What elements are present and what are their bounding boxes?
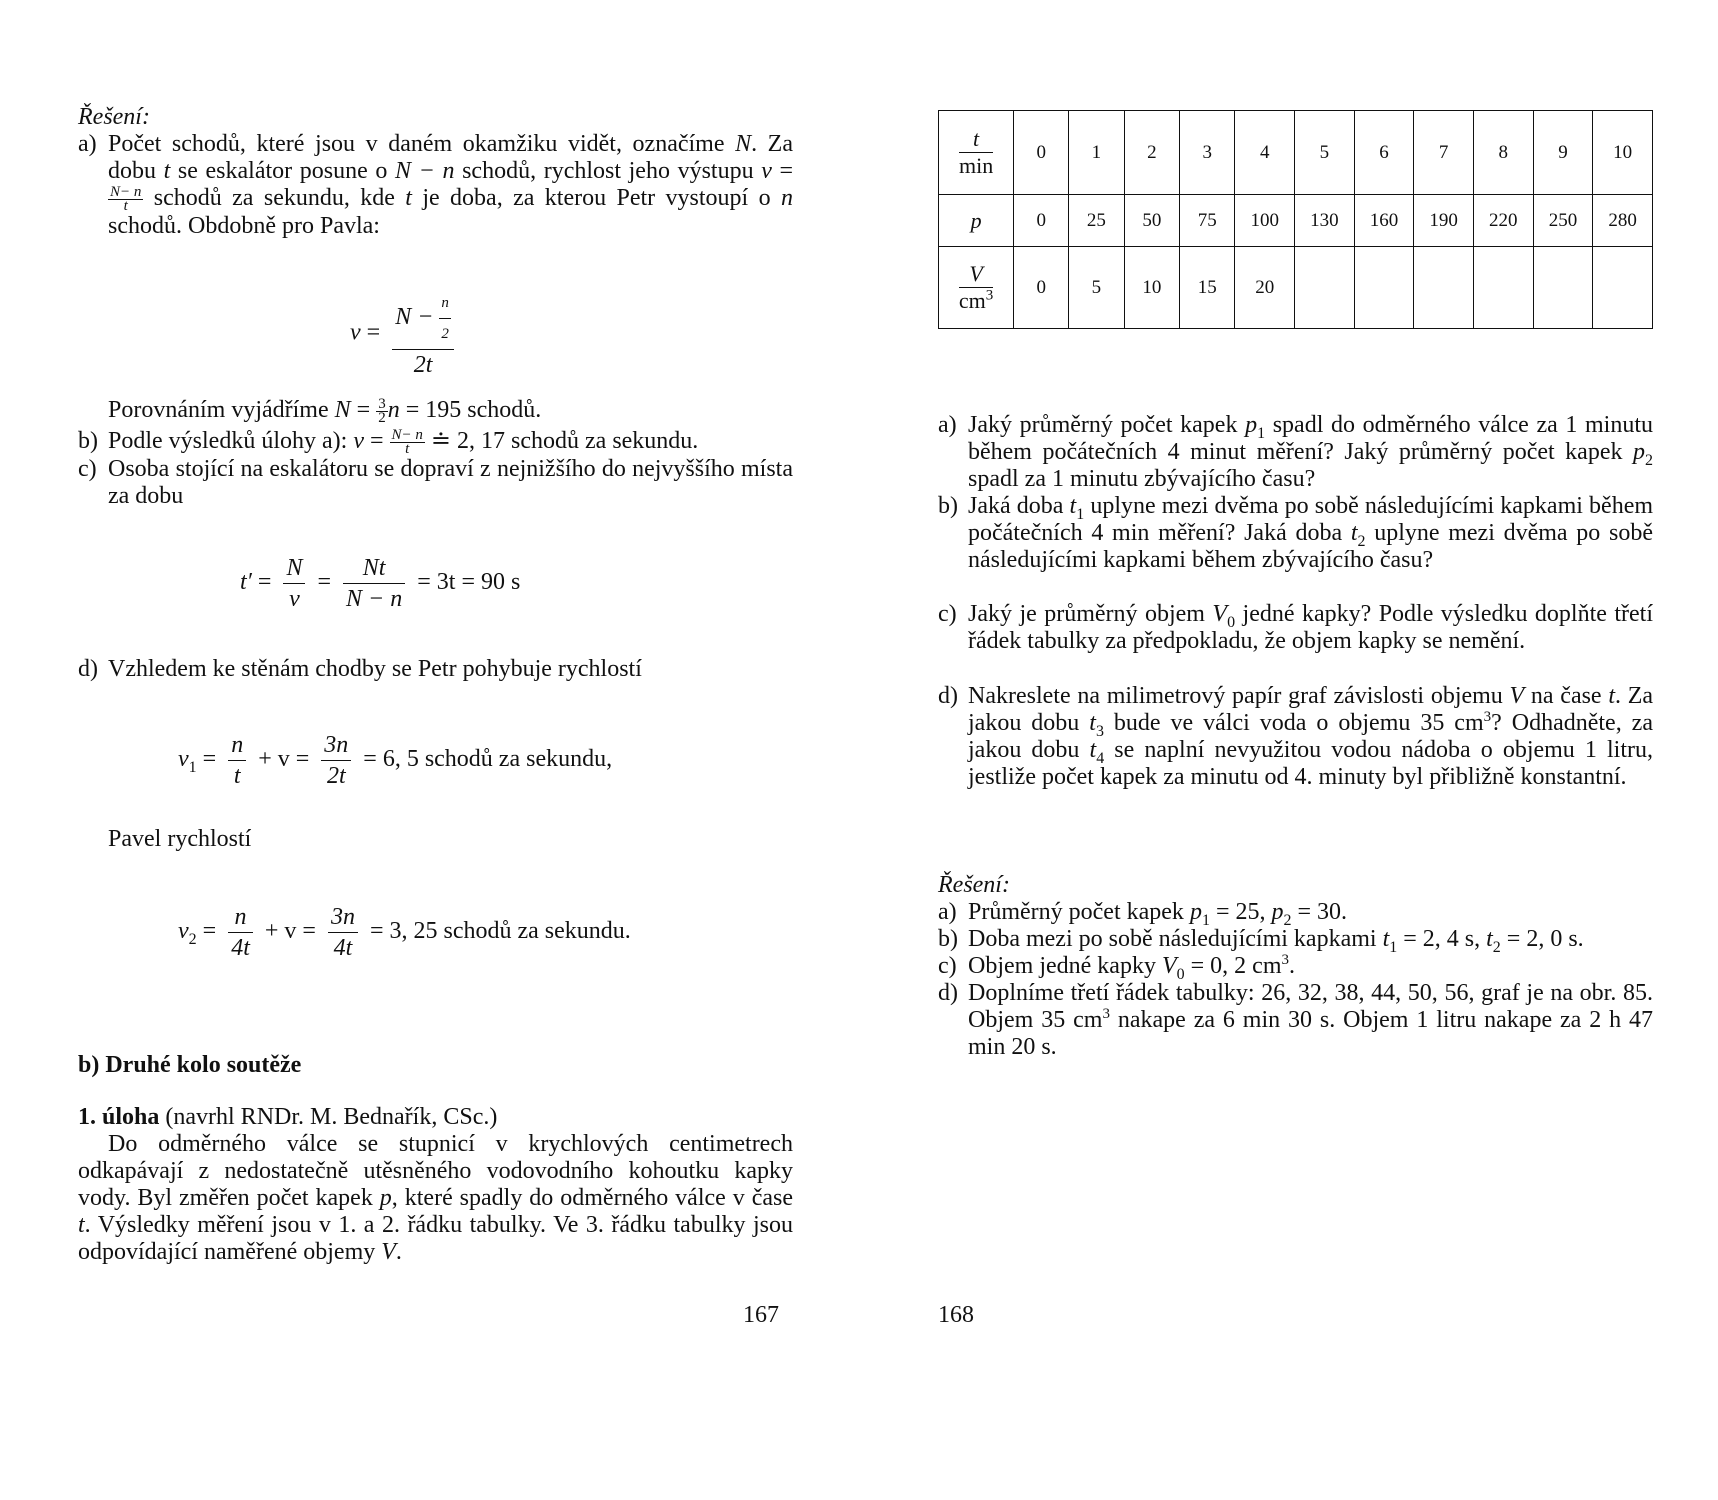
item-text: Počet schodů, které jsou v daném okamžiku vidět, označíme N. Za dobu t se eskalátor posune o N − n schodů, rychlost jeho výstupu v = $\frac{N- n}{t}$ schodů za sekundu, kde t je doba, za kterou Petr vystoupí o n schodů. Obdobně pro Pavla: xyxy=(108,131,794,239)
item-label: a) xyxy=(938,899,957,925)
table-cell: 130 xyxy=(1295,195,1355,247)
item-text: Jaká doba $t_1$ uplyne mezi dvěma po sobě následujícími kapkami během počátečních 4 min měření? Jaká doba $t_2$ uplyne mezi dvěma po sobě následujícími kapkami během zbývajícího času? xyxy=(968,493,1654,573)
table-cell: 0 xyxy=(1014,111,1069,195)
question-item-c xyxy=(938,601,1653,655)
inline-fraction: $\frac{N- n}{t}$ xyxy=(110,183,142,214)
section-heading: b) Druhé kolo soutěže xyxy=(78,1052,302,1078)
item-text: Jaký je průměrný objem $V_0$ jedné kapky? Podle výsledku doplňte třetí řádek tabulky za předpokladu, že objem kapky se nemění. xyxy=(968,601,1654,654)
equation-pavel-speed-2: $v_2$ = $\frac{n}{4t}$ + v = $\frac{3n}{4t}$ = 3, 25 schodů za sekundu. xyxy=(178,904,631,961)
table-header-cell: $\frac{t}{\min}$ xyxy=(939,111,1014,195)
item-text: Průměrný počet kapek $p_1 = 25$, $p_2 = 30$. xyxy=(968,899,1348,929)
table-cell: 2 xyxy=(1124,111,1179,195)
table-cell: 160 xyxy=(1354,195,1414,247)
table-cell: 190 xyxy=(1414,195,1474,247)
inline-fraction: $\frac{N- n}{t}$ xyxy=(391,426,423,457)
table-cell: 75 xyxy=(1180,195,1235,247)
solution-item-b xyxy=(938,926,1653,956)
question-item-d xyxy=(938,683,1653,791)
table-header-cell: p xyxy=(939,195,1014,247)
item-text: Jaký průměrný počet kapek $p_1$ spadl do odměrného válce za 1 minutu během počátečních 4 minut měření? Jaký průměrný počet kapek $p_2$ spadl za 1 minutu zbývajícího času? xyxy=(968,412,1654,492)
table-cell: 20 xyxy=(1235,247,1295,329)
question-item-a xyxy=(938,412,1653,493)
task-block xyxy=(78,1104,793,1266)
item-text: Objem jedné kapky $V_0 = 0$, 2 $cm^3$. xyxy=(968,952,1295,983)
item-label: b) xyxy=(938,493,958,519)
item-label: b) xyxy=(78,428,98,454)
item-label: d) xyxy=(938,683,958,709)
solution-item-d xyxy=(938,980,1653,1061)
equation-travel-time: t′ = $\frac{N}{v}$ = $\frac{Nt}{N - n}$ = 3t = 90 s xyxy=(240,555,521,612)
item-text: Doplníme třetí řádek tabulky: 26, 32, 38, 44, 50, 56, graf je na obr. 85. Objem 35 $cm^3$ nakape za 6 min 30 s. Objem 1 litru nakape za 2 h 47 min 20 s. xyxy=(968,980,1654,1060)
table-cell: 3 xyxy=(1180,111,1235,195)
table-cell: 8 xyxy=(1473,111,1533,195)
table-cell: 50 xyxy=(1124,195,1179,247)
equation-pavel-speed: v = N − $\frac{n}{2}$ 2t xyxy=(350,288,460,380)
item-label: c) xyxy=(938,601,957,627)
item-label: d) xyxy=(78,656,98,682)
item-text: Vzhledem ke stěnám chodby se Petr pohybuje rychlostí xyxy=(108,656,642,682)
table-cell xyxy=(1533,247,1593,329)
item-label: c) xyxy=(938,953,957,979)
task-text: Do odměrného válce se stupnicí v krychlových centimetrech odkapávají z nedostatečně utěsněného vodovodního kohoutku kapky vody. Byl změřen počet kapek p, které spadly do odměrného válce v čase t. Výsledky měření jsou v 1. a 2. řádku tabulky. Ve 3. řádku tabulky jsou odpovídající naměřené objemy V. xyxy=(78,1131,793,1265)
item-text: Podle výsledků úlohy a): v = $\frac{N- n}{t}$ ≐ 2, 17 schodů za sekundu. xyxy=(108,426,699,457)
table-cell: 0 xyxy=(1014,247,1069,329)
table-cell: 15 xyxy=(1180,247,1235,329)
question-item-b xyxy=(938,493,1653,574)
table-cell: 4 xyxy=(1235,111,1295,195)
inline-fraction: $\frac{3}{2}$ xyxy=(378,395,386,426)
table-cell xyxy=(1414,247,1474,329)
table-cell xyxy=(1473,247,1533,329)
item-text: Nakreslete na milimetrový papír graf závislosti objemu V na čase t. Za jakou dobu $t_3$ bude ve válci voda o objemu 35 $cm^3$? Odhadněte, za jakou dobu $t_4$ se naplní nevyužitou vodou nádoba o objemu 1 litru, jestliže počet kapek za minutu od 4. minuty byl přibližně konstantní. xyxy=(968,683,1654,790)
solution-item-c xyxy=(78,456,793,510)
page-number: 167 xyxy=(743,1302,779,1328)
task-title: 1. úloha (navrhl RNDr. M. Bednařík, CSc.) xyxy=(78,1104,498,1130)
table-cell: 25 xyxy=(1069,195,1124,247)
table-row-time xyxy=(939,111,1653,195)
table-header-cell: $\frac{V}{cm^3}$ xyxy=(939,247,1014,329)
item-label: a) xyxy=(938,412,957,438)
table-cell xyxy=(1354,247,1414,329)
item-label: b) xyxy=(938,926,958,952)
item-label: a) xyxy=(78,131,97,157)
table-cell: 1 xyxy=(1069,111,1124,195)
measurement-table xyxy=(938,110,1653,329)
table-row-drops xyxy=(939,195,1653,247)
table-cell: 220 xyxy=(1473,195,1533,247)
page-number: 168 xyxy=(938,1302,974,1328)
table-cell: 5 xyxy=(1069,247,1124,329)
table-cell: 100 xyxy=(1235,195,1295,247)
table-cell: 7 xyxy=(1414,111,1474,195)
solution-item-d xyxy=(78,656,793,683)
table-cell: 280 xyxy=(1593,195,1653,247)
table-cell xyxy=(1593,247,1653,329)
table-cell: 9 xyxy=(1533,111,1593,195)
table-cell: 10 xyxy=(1124,247,1179,329)
pavel-speed-label: Pavel rychlostí xyxy=(108,826,252,852)
table-row-volume xyxy=(939,247,1653,329)
fraction: N − $\frac{n}{2}$ 2t xyxy=(392,288,454,380)
item-label: d) xyxy=(938,980,958,1006)
solution-item-a xyxy=(78,131,793,240)
item-text: Doba mezi po sobě následujícími kapkami $t_1 = 2$, 4 s, $t_2 = 2$, 0 s. xyxy=(968,926,1584,956)
comparison-line: Porovnáním vyjádříme N = $\frac{3}{2}$ n = 195 schodů. xyxy=(108,395,542,426)
solution-item-c xyxy=(938,952,1653,983)
table-cell: 0 xyxy=(1014,195,1069,247)
table-cell: 5 xyxy=(1295,111,1355,195)
item-text: Osoba stojící na eskalátoru se dopraví z nejnižšího do nejvyššího místa za dobu xyxy=(108,456,793,509)
item-label: c) xyxy=(78,456,97,482)
solution-heading: Řešení: xyxy=(78,104,150,130)
table-cell: 10 xyxy=(1593,111,1653,195)
solution-item-a xyxy=(938,899,1653,929)
table-cell: 250 xyxy=(1533,195,1593,247)
table-cell xyxy=(1295,247,1355,329)
solution-item-b xyxy=(78,428,793,456)
equation-petr-speed: $v_1$ = $\frac{n}{t}$ + v = $\frac{3n}{2t}$ = 6, 5 schodů za sekundu, xyxy=(178,732,613,789)
table-cell: 6 xyxy=(1354,111,1414,195)
solution-heading: Řešení: xyxy=(938,872,1010,898)
